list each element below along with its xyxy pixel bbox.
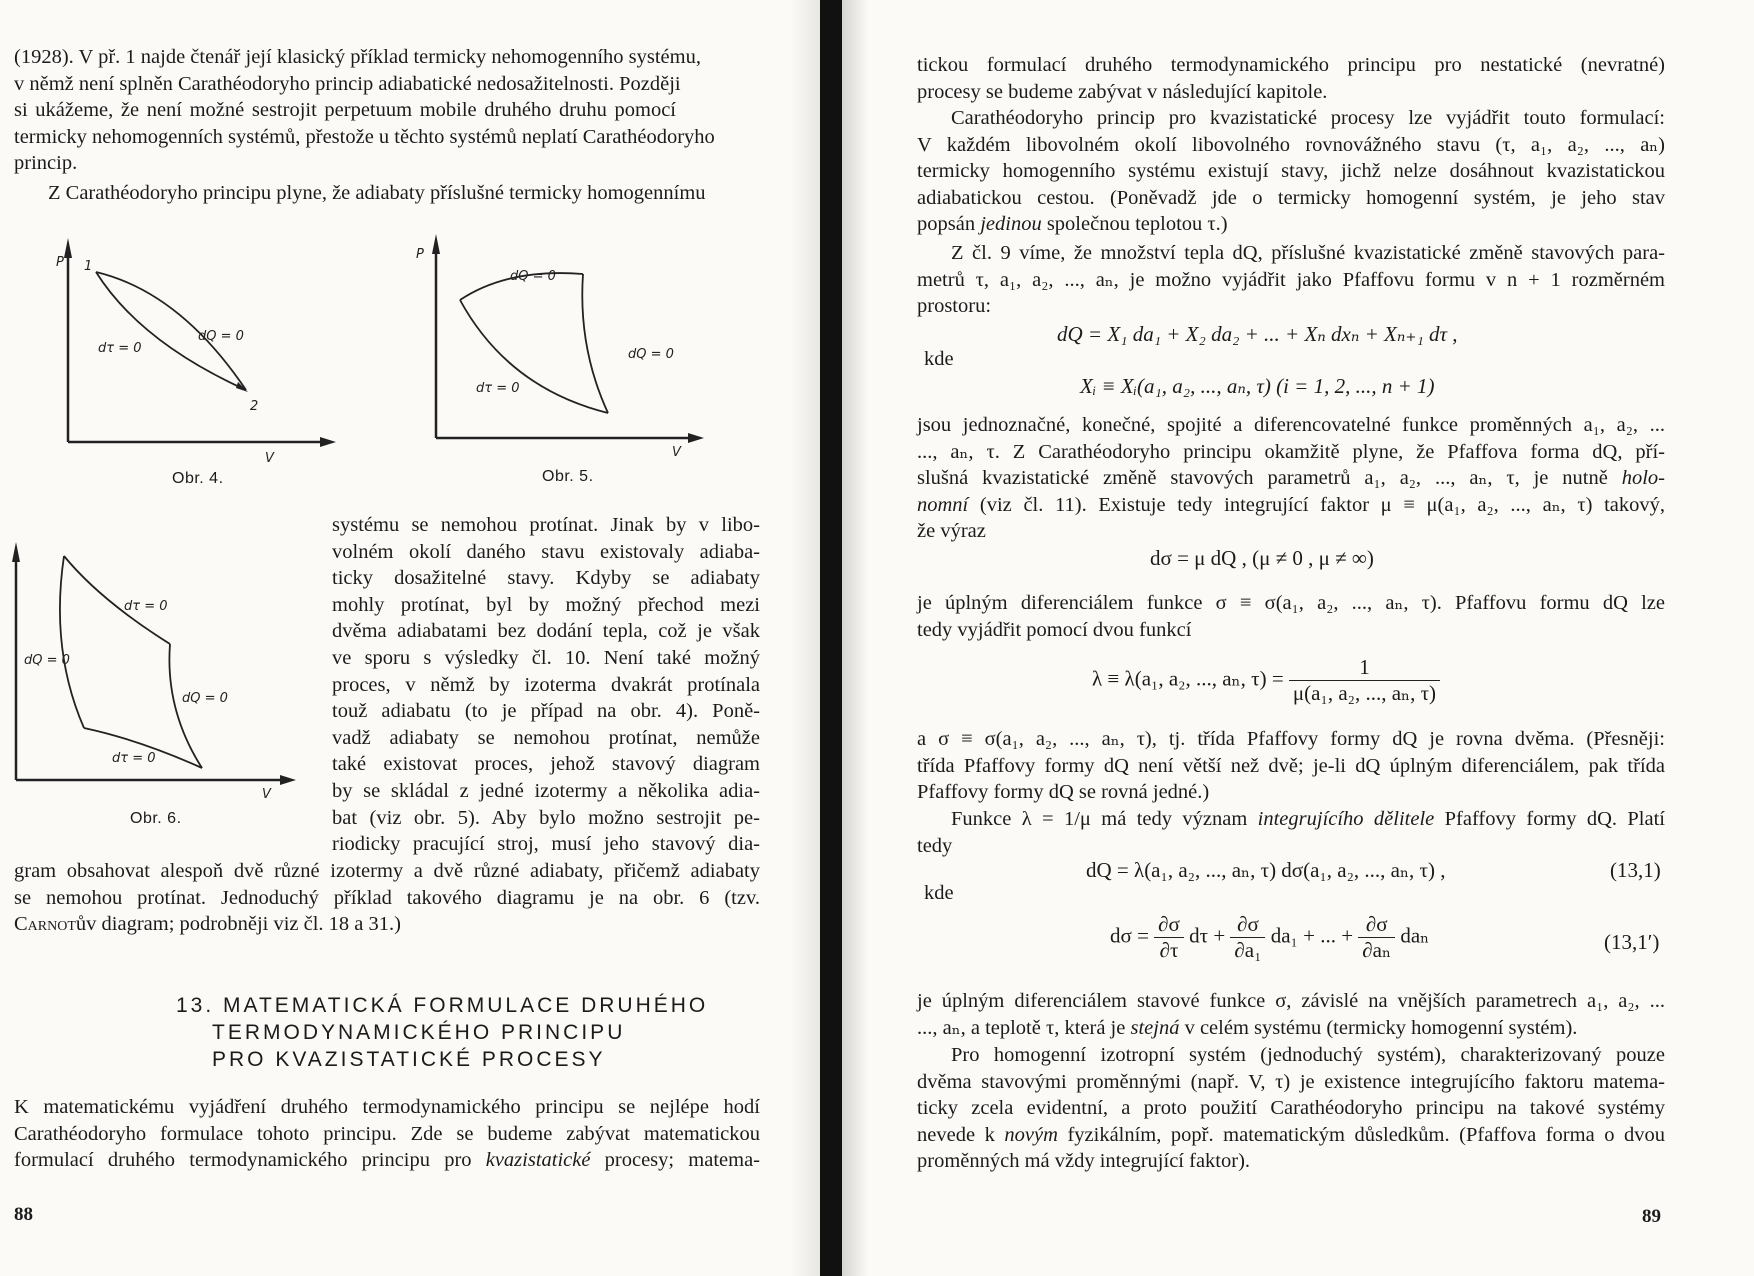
fraction — [1154, 912, 1184, 963]
text-line: ve sporu s výsledky čl. 10. Není také možný — [332, 646, 760, 669]
text-line: Carathéodoryho princip pro kvazistatické procesy lze vyjádřit touto formulací: — [951, 107, 1665, 129]
paragraph-4 — [917, 412, 1665, 545]
text-line: proces, v němž by izoterma dvakrát protínala — [332, 673, 760, 696]
adiabat-label-top: dQ = 0 — [510, 269, 556, 284]
equation-coefficients: Xᵢ ≡ Xᵢ(a₁, a₂, ..., aₙ, τ) (i = 1, 2, ..., n + 1) — [1080, 374, 1435, 398]
text-fragment: ..., aₙ, a teplotě τ, která je — [917, 1016, 1131, 1039]
text-italic: nomní — [917, 493, 969, 516]
text-line: Pro homogenní izotropní systém (jednoduchý systém), charakterizovaný pouze — [951, 1044, 1665, 1066]
text-fragment: Pfaffovy formy dQ. Platí — [1434, 808, 1665, 830]
right-page — [842, 0, 1754, 1276]
figure-6 — [0, 540, 300, 800]
text-fragment: (viz čl. 11). Existuje tedy integrující faktor μ ≡ μ(a₁, a₂, ..., aₙ, τ) takový, — [968, 493, 1665, 516]
text-line: dvěma adiabatami bez dodání tepla, což je však — [332, 620, 760, 643]
text-line: princip. — [14, 152, 78, 175]
text-line: termicky nehomogenních systémů, přestože u těchto systémů neplatí Carathéodoryho — [14, 125, 715, 148]
text-line: se nemohou protínat. Jednoduchý příklad takového diagramu je na obr. 6 (tzv. — [14, 886, 760, 909]
fraction — [1289, 655, 1440, 706]
numerator: ∂σ — [1154, 912, 1184, 938]
heading-line: TERMODYNAMICKÉHO PRINCIPU — [212, 1021, 626, 1044]
denominator: ∂τ — [1159, 938, 1179, 962]
paragraph-5 — [917, 590, 1665, 643]
isotherm-label: dτ = 0 — [476, 381, 520, 396]
adiabat-label-left: dQ = 0 — [24, 653, 70, 668]
gutter-highlight — [842, 0, 868, 1276]
text-line: procesy se budeme zabývat v následující kapitole. — [917, 80, 1328, 103]
fraction — [1230, 912, 1265, 963]
axis-label-v: V — [265, 451, 274, 466]
equation-lambda — [1092, 655, 1440, 706]
numerator: ∂σ — [1358, 912, 1395, 938]
axis-label-v: V — [672, 445, 681, 460]
text-line: ticky zcela evidentní, a proto použití Carathéodoryho principu na takové systémy — [917, 1097, 1665, 1120]
text-line: Z čl. 9 víme, že množství tepla dQ, příslušné kvazistatické změně stavových para- — [951, 242, 1665, 264]
text-italic: stejná — [1130, 1016, 1180, 1039]
text-line: je úplným diferenciálem stavové funkce σ, závislé na vnějších parametrech a₁, a₂, ... — [917, 990, 1665, 1012]
text-fragment: Funkce λ = 1/μ má tedy význam — [951, 808, 1258, 830]
paragraph-intro — [14, 44, 715, 177]
page-number: 89 — [1642, 1206, 1661, 1227]
text-line — [917, 465, 1665, 492]
text-line: V každém libovolném okolí libovolného rovnovážného stavu (τ, a₁, a₂, ..., aₙ) — [917, 133, 1665, 156]
text-fragment: fyzikálním, popř. matematickým důsledkům. (Pfaffova forma o dvou — [1057, 1123, 1666, 1146]
equation-term: dτ + — [1189, 923, 1226, 948]
text-line: prostoru: — [917, 295, 992, 318]
text-line: volném okolí daného stavu existovaly adiaba- — [332, 540, 760, 563]
numerator: ∂σ — [1230, 912, 1265, 938]
text-line: riodicky pracující stroj, musí jeho stavový dia- — [332, 833, 760, 856]
text-fragment: popsán — [917, 213, 981, 236]
paragraph-adiabats — [48, 180, 706, 207]
text-line: tickou formulací druhého termodynamického principu pro nestatické (nevratné) — [917, 54, 1665, 76]
text-line: (1928). V př. 1 najde čtenář její klasický příklad termicky nehomogenního systému, — [14, 46, 701, 68]
kde-label: kde — [924, 348, 954, 370]
text-line: třída Pfaffovy formy dQ není větší než dvě; je-li dQ úplným diferenciálem, pak třída — [917, 754, 1665, 777]
text-italic: kvazistatické — [485, 1149, 591, 1172]
paragraph-7 — [917, 806, 1665, 859]
text-line: ticky dosažitelné stavy. Kdyby se adiabaty — [332, 567, 760, 590]
figure-4 — [40, 222, 340, 472]
paragraph-3 — [917, 240, 1665, 320]
paragraph-full-width — [14, 858, 760, 938]
gutter-shadow — [790, 0, 820, 1276]
paragraph-1 — [917, 52, 1665, 105]
paragraph-2 — [917, 105, 1665, 238]
text-fragment: procesy; matema- — [590, 1149, 760, 1172]
adiabat-label-right: dQ = 0 — [628, 347, 674, 362]
text-line: si ukážeme, že není možné sestrojit perpetuum mobile druhého druhu pomocí — [14, 99, 676, 122]
heading-line: 13. MATEMATICKÁ FORMULACE DRUHÉHO — [176, 994, 709, 1017]
text-line: dvěma stavovými proměnnými (např. V, τ) je existence integrujícího faktoru matema- — [917, 1070, 1665, 1093]
point-label-2: 2 — [250, 399, 259, 414]
text-fragment: společnou teplotou τ.) — [1041, 213, 1228, 236]
text-italic: holo- — [1621, 467, 1665, 490]
text-italic: integrujícího dělitele — [1257, 808, 1435, 830]
text-line: vadž adiabaty se nemohou protínat, nemůže — [332, 726, 760, 749]
figure-5 — [408, 228, 708, 473]
text-line: touž adiabatu (to je případ na obr. 4). Poně- — [332, 700, 760, 723]
axis-label-p: P — [416, 247, 424, 262]
text-fragment: v celém systému (termicky homogenní systém). — [1179, 1016, 1578, 1039]
equation-number: (13,1) — [1610, 858, 1661, 882]
equation-13-1-prime — [1110, 912, 1429, 963]
text-line: mohly protínat, byl by možný přechod mezi — [332, 593, 760, 616]
equation-term: daₙ — [1400, 923, 1430, 948]
text-line: metrů τ, a₁, a₂, ..., aₙ, je možno vyjádřit jako Pfaffovu formu v n + 1 rozměrném — [917, 268, 1665, 291]
text-line — [917, 492, 1665, 519]
equation-term: da₁ + ... + — [1270, 923, 1354, 948]
text-italic: novým — [1004, 1123, 1058, 1146]
text-line: jsou jednoznačné, konečné, spojité a diferencovatelné funkce proměnných a₁, a₂, ... — [917, 414, 1665, 436]
text-italic: jedinou — [980, 213, 1042, 236]
text-line — [14, 1147, 760, 1174]
text-line: adiabatickou cestou. (Poněvadž jde o termicky homogenní systém, je jeho stav — [917, 186, 1665, 209]
text-line: by se skládal z jedné izotermy a několika adia- — [332, 779, 760, 802]
point-label-1: 1 — [84, 259, 93, 274]
adiabat-label: dQ = 0 — [198, 329, 244, 344]
equation-lhs: λ ≡ λ(a₁, a₂, ..., aₙ, τ) = — [1092, 666, 1284, 691]
paragraph-8 — [917, 988, 1665, 1041]
paragraph-9 — [917, 1042, 1665, 1175]
text-fragment: slušná kvazistatické změně stavových parametrů a₁, a₂, ..., aₙ, τ, je nutně — [917, 467, 1622, 490]
isotherm-label-bottom: dτ = 0 — [112, 751, 156, 766]
denominator: μ(a₁, a₂, ..., aₙ, τ) — [1292, 681, 1437, 705]
text-line: že výraz — [917, 520, 986, 543]
figure-5-caption: Obr. 5. — [542, 468, 594, 485]
text-line: ..., aₙ, τ. Z Carathéodoryho principu okamžitě plyne, že Pfaffova forma dQ, pří- — [917, 440, 1665, 463]
axis-label-v: V — [262, 787, 271, 802]
text-line — [917, 806, 1665, 833]
text-line — [917, 211, 1665, 238]
isotherm-label-top: dτ = 0 — [124, 599, 168, 614]
axis-label-p: P — [56, 255, 64, 270]
text-line — [14, 911, 760, 938]
figure-4-caption: Obr. 4. — [172, 470, 224, 487]
kde-label: kde — [924, 882, 954, 904]
equation-lhs: dσ = — [1110, 923, 1149, 948]
paragraph-6 — [917, 726, 1665, 806]
text-line-rest: ův diagram; podrobněji viz čl. 18 a 31.) — [75, 913, 401, 936]
text-line — [917, 1015, 1665, 1042]
text-line: proměnných má vždy integrující faktor). — [917, 1150, 1251, 1173]
isotherm-label: dτ = 0 — [98, 341, 142, 356]
text-line: K matematickému vyjádření druhého termodynamického principu se nejlépe hodí — [14, 1096, 760, 1118]
fraction — [1358, 912, 1395, 963]
equation-13-1: dQ = λ(a₁, a₂, ..., aₙ, τ) dσ(a₁, a₂, ..., aₙ, τ) , — [1086, 858, 1446, 882]
book-gutter — [820, 0, 842, 1276]
text-line: Z Carathéodoryho principu plyne, že adiabaty příslušné termicky homogennímu — [48, 182, 706, 204]
denominator: ∂aₙ — [1362, 938, 1392, 962]
text-line: v němž není splněn Carathéodoryho princip adiabatické nedosažitelnosti. Později — [14, 72, 681, 95]
equation-integrating-factor: dσ = μ dQ , (μ ≠ 0 , μ ≠ ∞) — [1150, 546, 1374, 570]
text-fragment: formulací druhého termodynamického principu pro — [14, 1149, 486, 1172]
paragraph-wrapped — [332, 512, 760, 858]
equation-pfaff: dQ = X₁ da₁ + X₂ da₂ + ... + Xₙ dxₙ + Xₙ₊₁ dτ , — [1057, 322, 1458, 346]
text-line: systému se nemohou protínat. Jinak by v libo- — [332, 514, 760, 536]
section-heading — [120, 992, 720, 1073]
text-line: bat (viz obr. 5). Aby bylo možno sestrojit pe- — [332, 806, 760, 829]
text-line: Carathéodoryho formulace tohoto principu. Zde se budeme zabývat matematickou — [14, 1122, 760, 1145]
text-line: tedy vyjádřit pomocí dvou funkcí — [917, 618, 1192, 641]
numerator: 1 — [1289, 655, 1440, 681]
text-fragment: nevede k — [917, 1123, 1005, 1146]
text-line: je úplným diferenciálem funkce σ ≡ σ(a₁, a₂, ..., aₙ, τ). Pfaffovu formu dQ lze — [917, 592, 1665, 614]
denominator: ∂a₁ — [1234, 938, 1262, 962]
equation-number: (13,1′) — [1604, 930, 1660, 954]
text-line: také existovat proces, jehož stavový diagram — [332, 753, 760, 776]
paragraph-section — [14, 1094, 760, 1174]
carnot-name: Carnot — [14, 913, 76, 936]
figure-6-caption: Obr. 6. — [130, 810, 182, 827]
text-line: tedy — [917, 834, 953, 857]
heading-line: PRO KVAZISTATICKÉ PROCESY — [212, 1048, 606, 1071]
page-number: 88 — [14, 1204, 33, 1225]
text-line: a σ ≡ σ(a₁, a₂, ..., aₙ, τ), tj. třída Pfaffovy formy dQ je rovna dvěma. (Přesněji: — [917, 728, 1665, 750]
adiabat-label-right: dQ = 0 — [182, 691, 228, 706]
text-line: gram obsahovat alespoň dvě různé izotermy a dvě různé adiabaty, přičemž adiabaty — [14, 860, 760, 882]
text-line: termicky homogenního systému existují stavy, jichž nelze dosáhnout kvazistatickou — [917, 160, 1665, 183]
left-page — [0, 0, 820, 1276]
text-line — [917, 1122, 1665, 1149]
text-line: Pfaffovy formy dQ se rovná jedné.) — [917, 781, 1210, 804]
